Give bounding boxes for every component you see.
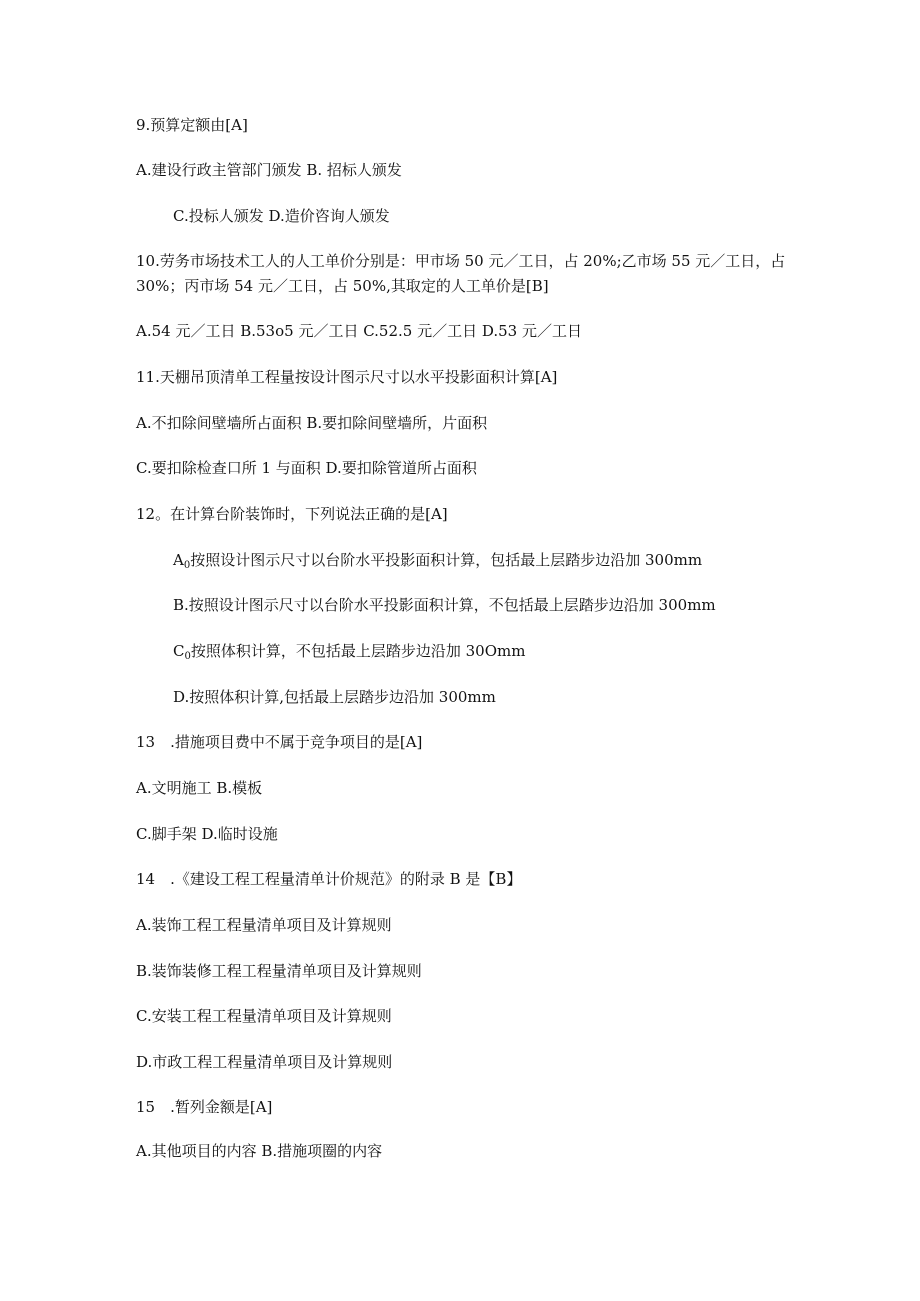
question-10-stem-line1: 10.劳务市场技术工人的人工单价分别是：甲市场 50 元／工日，占 20%;乙市场 55 元／工日，占 — [136, 252, 786, 270]
question-11-options-ab: A.不扣除间壁墙所占面积 B.要扣除间壁墙所，片面积 — [136, 414, 488, 432]
question-15-stem: 15 .暂列金额是[A] — [136, 1098, 273, 1116]
question-9-stem: 9.预算定额由[A] — [136, 116, 248, 134]
question-14-option-b: B.装饰装修工程工程量清单项目及计算规则 — [136, 962, 422, 980]
option-c-text: 按照体积计算，不包括最上层踏步边沿加 30Omm — [190, 642, 526, 660]
question-12-option-a — [173, 550, 702, 576]
question-12-option-b: B.按照设计图示尺寸以台阶水平投影面积计算，不包括最上层踏步边沿加 300mm — [173, 596, 716, 614]
question-13-options-ab: A.文明施工 B.模板 — [136, 779, 263, 797]
question-12-stem: 12。在计算台阶装饰时，下列说法正确的是[A] — [136, 505, 448, 523]
question-13-stem: 13 .措施项目费中不属于竞争项目的是[A] — [136, 733, 423, 751]
option-c-letter: C — [173, 642, 185, 660]
option-c-subscript: 0 — [184, 651, 191, 662]
question-12-option-c — [173, 641, 525, 667]
question-15-options-ab: A.其他项目的内容 B.措施项圈的内容 — [136, 1142, 383, 1160]
question-14-option-c: C.安装工程工程量清单项目及计算规则 — [136, 1007, 392, 1025]
question-9-options-cd: C.投标人颁发 D.造价咨询人颁发 — [173, 207, 390, 225]
question-12-option-d: D.按照体积计算,包括最上层踏步边沿加 300mm — [173, 688, 496, 706]
option-a-text: 按照设计图示尺寸以台阶水平投影面积计算，包括最上层踏步边沿加 300mm — [190, 551, 703, 569]
question-11-stem: 11.天棚吊顶清单工程量按设计图示尺寸以水平投影面积计算[A] — [136, 368, 558, 386]
question-11-options-cd: C.要扣除检查口所 1 与面积 D.要扣除管道所占面积 — [136, 459, 477, 477]
question-14-option-d: D.市政工程工程量清单项目及计算规则 — [136, 1053, 393, 1071]
question-10-stem-line2: 30%；丙市场 54 元／工日，占 50%,其取定的人工单价是[B] — [136, 277, 549, 295]
question-10-options: A.54 元／工日 B.53o5 元／工日 C.52.5 元／工日 D.53 元／工日 — [136, 322, 582, 340]
question-14-stem: 14 .《建设工程工程量清单计价规范》的附录 B 是【B】 — [136, 870, 522, 888]
option-a-letter: A — [173, 551, 184, 569]
question-14-option-a: A.装饰工程工程量清单项目及计算规则 — [136, 916, 392, 934]
option-a-subscript: 0 — [183, 560, 191, 571]
question-9-options-ab: A.建设行政主管部门颁发 B. 招标人颁发 — [136, 161, 402, 179]
question-13-options-cd: C.脚手架 D.临时设施 — [136, 825, 278, 843]
